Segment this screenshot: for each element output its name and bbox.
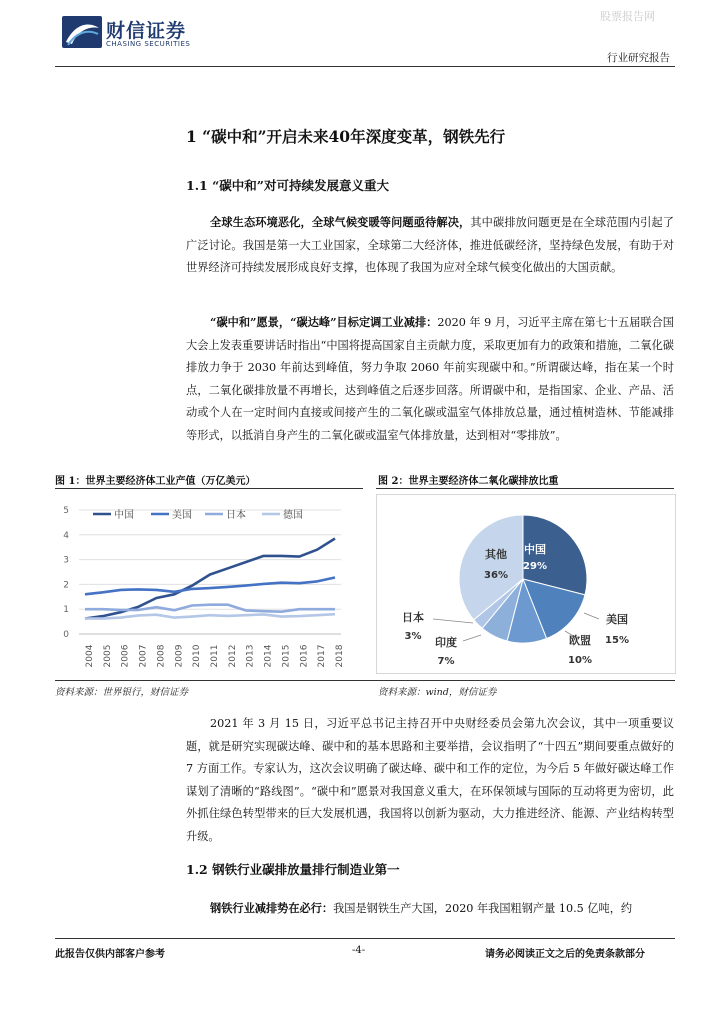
series-line-3 — [85, 614, 335, 618]
x-tick-label: 2016 — [299, 644, 310, 668]
leader-line — [433, 619, 473, 623]
figure-bottom-rule — [55, 680, 675, 681]
y-tick-label: 3 — [63, 555, 69, 566]
x-tick-label: 2012 — [227, 644, 238, 668]
pie-name-label: 欧盟 — [569, 634, 591, 647]
y-tick-label: 0 — [63, 630, 69, 640]
pie-value-label: 29% — [523, 561, 547, 572]
x-tick-label: 2017 — [317, 644, 328, 668]
pie-name-label: 中国 — [524, 543, 546, 556]
series-line-0 — [85, 539, 335, 619]
paragraph-3-text: 2021 年 3 月 15 日，习近平总书记主持召开中央财经委员会第九次会议，其中一项重要议题，就是研究实现碳达峰、碳中和的基本思路和主要举措，会议指明了“十四五”期间要重点做好的 7 方面工作。专家认为，这次会议明确了碳达峰、碳中和工作的定位，为今后 5 年做好碳达峰工作谋划了清晰的“路线图”。“碳中和”愿景对我国意义重大，在环保领域与国际的互动将更为密切，此外抓住绿色转型带来的巨大发展机遇，我国将以创新为驱动，大力推进经济、能源、产业结构转型升级。 — [186, 717, 674, 843]
line-chart-frame — [55, 494, 363, 674]
header-rule — [55, 66, 675, 67]
x-tick-label: 2004 — [85, 644, 95, 668]
pie-value-label: 15% — [605, 635, 629, 646]
figure-1-top-rule — [55, 488, 363, 489]
pie-name-label: 日本 — [402, 611, 424, 624]
legend-label: 日本 — [226, 510, 246, 521]
x-tick-label: 2011 — [210, 644, 220, 668]
line-chart — [55, 494, 363, 674]
paragraph-2 — [186, 311, 674, 447]
legend-label: 美国 — [172, 510, 192, 521]
y-tick-label: 5 — [63, 506, 69, 516]
y-tick-label: 1 — [63, 605, 69, 616]
x-tick-label: 2007 — [138, 644, 149, 668]
page-number: -4- — [352, 945, 366, 956]
series-line-2 — [85, 605, 335, 612]
footer-rule — [55, 938, 675, 939]
paragraph-2-text: 2020 年 9 月，习近平主席在第七十五届联合国大会上发表重要讲话时指出“中国将提高国家自主贡献力度，采取更加有力的政策和措施，二氧化碳排放力争于 2030 年前达到峰值，努力争取 2060 年前实现碳中和。”所谓碳达峰，指在某一个时点，二氧化碳排放量不再增长，达到峰值之后逐步回落。所谓碳中和，是指国家、企业、产品、活动或个人在一定时间内直接或间接产生的二氧化碳或温室气体排放总量，通过植树造林、节能减排等形式，以抵消自身产生的二氧化碳或温室气体排放量，达到相对“零排放”。 — [186, 316, 674, 442]
paragraph-4-lead: 钢铁行业减排势在必行： — [210, 901, 334, 915]
watermark: 股票报告网 — [600, 10, 655, 23]
pie-value-label: 7% — [437, 656, 455, 667]
y-tick-label: 4 — [63, 530, 69, 541]
pie-name-label: 印度 — [435, 636, 457, 649]
leader-line — [584, 613, 599, 619]
x-tick-label: 2018 — [335, 644, 345, 668]
logo-mark-icon — [62, 16, 102, 48]
company-logo — [62, 16, 102, 48]
paragraph-4 — [186, 897, 674, 921]
subsection-title-1: 1.1 “碳中和”对可持续发展意义重大 — [186, 178, 389, 193]
y-tick-label: 2 — [63, 580, 69, 591]
x-tick-label: 2008 — [156, 644, 167, 668]
report-type: 行业研究报告 — [607, 52, 670, 64]
pie-value-label: 10% — [568, 655, 592, 666]
pie-chart-frame — [376, 494, 676, 674]
figure-2-source: 资料来源：wind，财信证券 — [378, 687, 497, 698]
x-tick-label: 2014 — [263, 644, 274, 668]
footer-left: 此报告仅供内部客户参考 — [55, 949, 165, 960]
pie-value-label: 3% — [404, 631, 422, 642]
section-title: 1 “碳中和”开启未来40年深度变革，钢铁先行 — [186, 127, 506, 146]
pie-name-label: 美国 — [606, 613, 628, 626]
pie-chart — [377, 495, 675, 673]
figure-2-top-rule — [376, 488, 674, 489]
paragraph-3 — [186, 713, 674, 848]
x-tick-label: 2015 — [281, 644, 292, 668]
paragraph-1 — [186, 211, 674, 280]
leader-line — [463, 635, 481, 641]
subsection-title-2: 1.2 钢铁行业碳排放量排行制造业第一 — [186, 862, 400, 877]
series-line-1 — [85, 578, 335, 595]
paragraph-2-lead: “碳中和”愿景，“碳达峰”目标定调工业减排： — [210, 315, 438, 329]
pie-value-label: 36% — [484, 570, 508, 581]
logo-cn: 财信证券 — [106, 20, 187, 42]
legend-label: 德国 — [283, 510, 303, 521]
figure-1-title: 图 1：世界主要经济体工业产值（万亿美元） — [55, 476, 256, 487]
paragraph-4-text: 我国是钢铁生产大国，2020 年我国粗钢产量 10.5 亿吨，约 — [333, 902, 633, 915]
figure-1-source: 资料来源：世界银行，财信证券 — [55, 687, 189, 698]
x-tick-label: 2006 — [120, 644, 131, 668]
x-tick-label: 2009 — [174, 644, 185, 668]
legend-label: 中国 — [114, 510, 134, 521]
footer-right: 请务必阅读正文之后的免责条款部分 — [485, 949, 645, 960]
x-tick-label: 2013 — [245, 644, 256, 668]
logo-en: CHASING SECURITIES — [106, 40, 191, 48]
x-tick-label: 2005 — [102, 644, 113, 668]
paragraph-1-text: 其中碳排放问题更是在全球范围内引起了广泛讨论。我国是第一大工业国家，全球第二大经济体，推进低碳经济，坚持绿色发展，有助于对世界经济可持续发展形成良好支撑，也体现了我国为应对全球气候变化做出的大国贡献。 — [186, 216, 674, 274]
paragraph-1-lead: 全球生态环境恶化，全球气候变暖等问题亟待解决， — [210, 215, 471, 229]
x-tick-label: 2010 — [192, 644, 203, 668]
figure-2-title: 图 2：世界主要经济体二氧化碳排放比重 — [378, 476, 559, 487]
pie-name-label: 其他 — [485, 548, 507, 561]
